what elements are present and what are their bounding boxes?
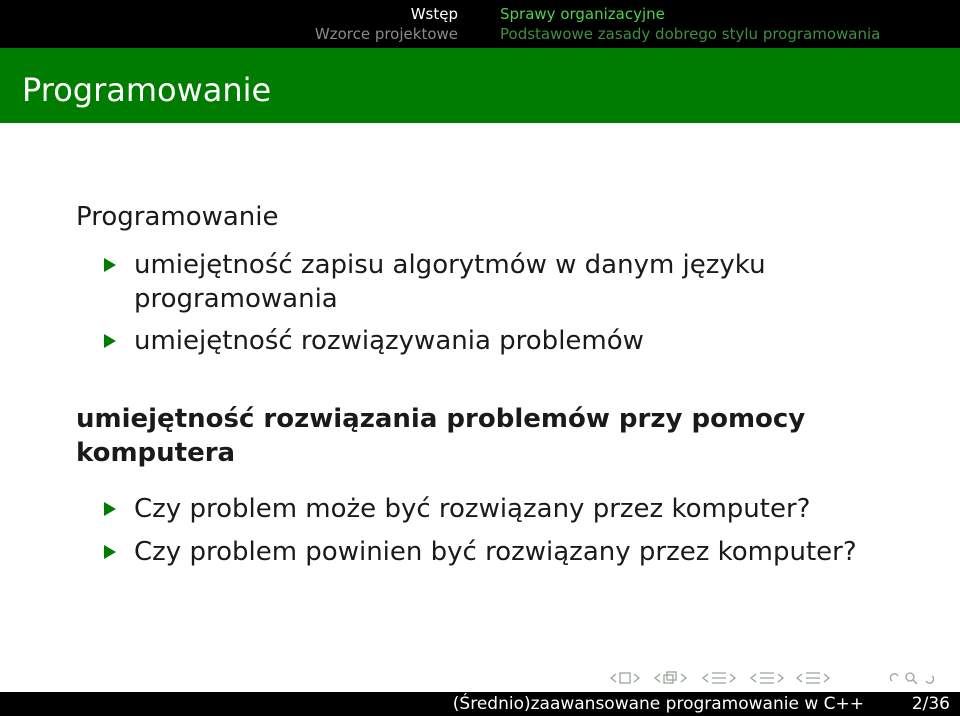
frame-title: Programowanie [22,71,272,109]
nav-section-wstep[interactable]: Wstęp [410,5,458,23]
top-navigation-bar [0,0,960,48]
footer-bar [0,692,960,716]
footer-title: (Średnio)zaawansowane programowanie w C++ [452,694,864,714]
list-item [76,492,936,526]
bullet-list-1 [76,248,936,358]
triangle-bullet-icon [104,258,116,272]
nav-search-icon[interactable] [890,673,933,684]
list-item [76,535,936,569]
block-heading-komputer: umiejętność rozwiązania problemów przy pomocy komputera [76,404,806,468]
frame-title-bar [0,48,960,123]
triangle-bullet-icon [104,545,116,559]
list-item-text: Czy problem może być rozwiązany przez komputer? [134,494,811,524]
nav-subsection-zasady[interactable]: Podstawowe zasady dobrego stylu programowania [500,25,881,43]
triangle-bullet-icon [104,502,116,516]
nav-frame-prev-icon[interactable] [611,673,639,683]
nav-subsection-wzorce[interactable]: Wzorce projektowe [314,25,458,43]
list-item [76,248,936,316]
nav-frame-next-icon[interactable] [655,672,686,683]
navigation-symbols [606,668,956,688]
list-item-text: umiejętność rozwiązywania problemów [134,326,644,356]
list-item [76,324,936,358]
nav-appendix-icon[interactable] [797,673,829,683]
list-item-text: umiejętność zapisu algorytmów w danym języku programowania [134,250,766,314]
nav-section-icon[interactable] [751,673,783,683]
nav-left-group [315,0,480,48]
bullet-list-2 [76,492,936,569]
block-heading-programowanie: Programowanie [76,202,279,232]
nav-right-group [500,0,880,48]
list-item-text: Czy problem powinien być rozwiązany przez komputer? [134,537,857,567]
nav-subsection-icon[interactable] [703,673,735,683]
nav-section-sprawy[interactable]: Sprawy organizacyjne [500,5,665,23]
page-number: 2/36 [911,694,950,714]
slide-content [76,200,936,569]
triangle-bullet-icon [104,334,116,348]
